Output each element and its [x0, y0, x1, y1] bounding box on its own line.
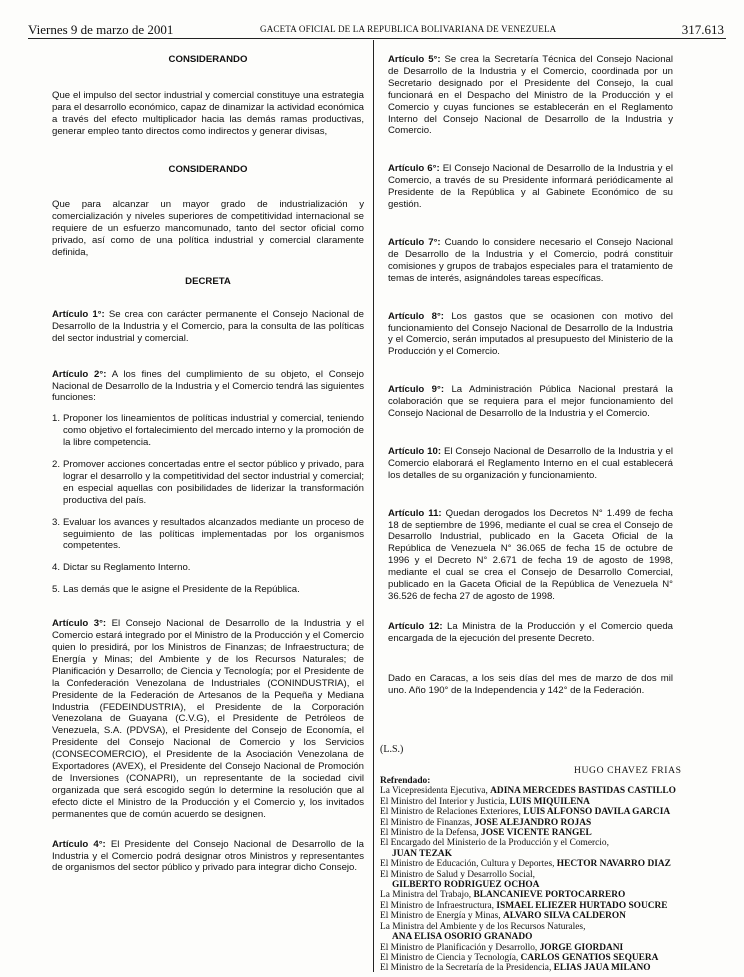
article-10-text: El Consejo Nacional de Desarrollo de la Industria y el Comercio elaborará el Reglamento Interno en el cual establecerá los detalles de su organización y funcionamiento. — [388, 445, 673, 481]
function-item — [52, 459, 364, 507]
minister-line — [380, 953, 676, 963]
minister-role: El Ministro de Energía y Minas, — [380, 911, 503, 922]
minister-role: El Ministro de la Defensa, — [380, 828, 482, 839]
article-12 — [388, 621, 673, 645]
article-6 — [388, 163, 673, 211]
article-1-text: Se crea con carácter permanente el Consejo Nacional de Desarrollo de la Industria y el Comercio, para la consulta de las políticas del sector industrial y comercial. — [52, 308, 364, 344]
header-date: Viernes 9 de marzo de 2001 — [28, 22, 174, 37]
minister-name: HECTOR NAVARRO DIAZ — [556, 859, 671, 870]
minister-line — [380, 880, 676, 890]
minister-role: El Ministro de Planificación y Desarrollo, — [380, 942, 540, 953]
article-11-label: Artículo 11: — [388, 507, 442, 519]
minister-role: El Ministro del Interior y Justicia, — [380, 796, 510, 807]
function-text: Evaluar los avances y resultados alcanzados mediante un proceso de seguimiento de las políticas implementadas por los organismos competentes. — [63, 516, 364, 552]
function-number: 5. — [52, 584, 61, 596]
article-4 — [52, 839, 364, 875]
article-10 — [388, 446, 673, 482]
minister-line — [380, 786, 676, 796]
minister-line — [380, 901, 676, 911]
refrendado-label: Refrendado: — [380, 776, 431, 786]
minister-line — [380, 932, 676, 942]
minister-line — [380, 943, 676, 953]
article-1-label: Artículo 1°: — [52, 308, 105, 320]
minister-name: JOSE VICENTE RANGEL — [481, 828, 592, 839]
article-2 — [52, 369, 364, 405]
article-5-label: Artículo 5°: — [388, 54, 441, 65]
function-text: Promover acciones concertadas entre el sector público y privado, para lograr el desarrollo y la competitividad del sector industrial y comercial; en especial aquellas con posibilidades de liderizar la transformación productiva del país. — [63, 459, 364, 506]
minister-line — [380, 818, 676, 828]
header-page-number: 317.613 — [681, 22, 724, 37]
minister-role: El Ministro de Relaciones Exteriores, — [380, 807, 524, 818]
left-column — [52, 54, 364, 874]
signer-name: HUGO CHAVEZ FRIAS — [574, 765, 682, 776]
decreta-heading: DECRETA — [185, 275, 231, 287]
minister-name: LUIS MIQUILENA — [509, 796, 590, 807]
minister-role: El Ministro de Infraestructura, — [380, 900, 497, 911]
function-number: 2. — [52, 459, 61, 471]
considerando-heading-1: CONSIDERANDO — [168, 54, 248, 65]
article-4-label: Artículo 4°: — [52, 838, 106, 850]
header-title: GACETA OFICIAL DE LA REPUBLICA BOLIVARIANA DE VENEZUELA — [260, 24, 557, 34]
function-item — [52, 562, 364, 574]
minister-line — [380, 849, 676, 859]
minister-line — [380, 828, 676, 838]
article-6-text: El Consejo Nacional de Desarrollo de la Industria y el Comercio, a través de su Presidente informará periódicamente al Presidente de la República y al Gabinete Económico de su gestión. — [388, 163, 673, 211]
article-4-text: El Presidente del Consejo Nacional de Desarrollo de la Industria y el Comercio podrá designar otros Ministros y representantes de organismos del sector público y privado para integrar dicho Consejo. — [52, 838, 365, 874]
article-3-label: Artículo 3°: — [52, 618, 107, 630]
function-item — [52, 413, 364, 449]
minister-role: El Ministro de la Secretaría de la Presidencia, — [380, 963, 554, 974]
article-3-text: El Consejo Nacional de Desarrollo de la Industria y el Comercio estará integrado por el Ministro de la Producción y el Comercio quien lo presidirá, por los Ministros de Finanzas; de Infraestructura; de Energía y Minas; del Ambiente y de los Recursos Naturales; de Planificación y Desarrollo; de Ciencia y Tecnología; por el Presidente de la Confederación Venezolana de Industriales (CONINDUSTRIA), el Presidente de la Federación de Artesanos de la Pequeña y Mediana Industria (FEDEINDUSTRIA), el Presidente de la Corporación Venezolana de Guayana (C.V.G), el Presidente de Petróleos de Venezuela, S.A. (PDVSA), el Presidente del Consejo de Economía, el Presidente del Consejo Nacional de Comercio y los Servicios (CONSECOMERCIO), el Presidente de la Asociación Venezolana de Exportadores (AVEX), el Presidente del Consejo Nacional de Promoción de Inversiones (CONAPRI), un representante de la sociedad civil organizada que será escogido según lo determine la resolución que al efecto dicte el Ministro de la Producción y el Comercio y, los invitados permanentes que de común acuerdo se designen. — [52, 618, 364, 820]
minister-name: JUAN TEZAK — [392, 848, 452, 859]
article-8-text: Los gastos que se ocasionen con motivo del funcionamiento del Consejo Nacional de Desarrollo de la Industria y el Comercio, serán imputados al presupuesto del Ministerio de la Producción y el Comercio. — [388, 310, 674, 358]
minister-name: GILBERTO RODRIGUEZ OCHOA — [392, 880, 540, 891]
page-header — [28, 22, 726, 39]
minister-name: LUIS ALFONSO DAVILA GARCIA — [523, 807, 671, 818]
article-11 — [388, 508, 673, 603]
function-text: Proponer los lineamientos de políticas industrial y comercial, teniendo como objetivo el fortalecimiento del mercado interno y la promoción de la libre competencia. — [63, 413, 364, 449]
minister-role: El Ministro de Finanzas, — [380, 817, 475, 828]
column-divider — [373, 40, 374, 972]
functions-list — [52, 413, 364, 596]
minister-name: ADINA MERCEDES BASTIDAS CASTILLO — [490, 786, 676, 797]
function-text: Dictar su Reglamento Interno. — [63, 562, 191, 574]
dado-en-caracas: Dado en Caracas, a los seis días del mes de marzo de dos mil uno. Año 190° de la Independencia y 142° de la Federación. — [388, 672, 673, 696]
article-9-label: Artículo 9°: — [388, 384, 445, 396]
ls-seal-mark: (L.S.) — [380, 744, 404, 755]
article-7-text: Cuando lo considere necesario el Consejo Nacional de Desarrollo de la Industria y el Comercio, podrá constituir comisiones y grupos de trabajos especiales para el tratamiento de temas de interés, asignándoles tareas específicas. — [388, 236, 673, 284]
minister-name: CARLOS GENATIOS SEQUERA — [520, 952, 659, 963]
minister-name: ISMAEL ELIEZER HURTADO SOUCRE — [496, 900, 668, 911]
minister-role: La Vicepresidenta Ejecutiva, — [380, 786, 491, 797]
considerando-text-1: Que el impulso del sector industrial y comercial constituye una estrategia para el desarrollo económico, capaz de dinamizar la actividad económica a través del efecto multiplicador hacia las demás ramas productivas, generar empleo tanto directos como indirectos y generar divisas, — [52, 89, 364, 137]
function-number: 4. — [52, 562, 61, 574]
function-text: Las demás que le asigne el Presidente de la República. — [63, 584, 300, 596]
minister-role: El Ministro de Ciencia y Tecnología, — [380, 952, 521, 963]
function-item — [52, 517, 364, 553]
article-9 — [388, 384, 673, 420]
minister-name: BLANCANIEVE PORTOCARRERO — [473, 890, 626, 901]
article-8 — [388, 311, 673, 359]
minister-name: JORGE GIORDANI — [539, 942, 624, 953]
minister-role: El Ministro de Educación, Cultura y Deportes, — [380, 859, 557, 870]
article-7-label: Artículo 7°: — [388, 236, 441, 248]
article-6-label: Artículo 6°: — [388, 163, 440, 175]
article-10-label: Artículo 10: — [388, 445, 442, 457]
function-item — [52, 584, 364, 596]
minister-name: JOSE ALEJANDRO ROJAS — [474, 817, 592, 828]
minister-line — [380, 807, 676, 817]
minister-name: ALVARO SILVA CALDERON — [503, 911, 626, 922]
refrendado-block — [380, 776, 676, 974]
right-column — [388, 54, 673, 697]
article-12-label: Artículo 12: — [388, 620, 443, 632]
minister-name: ELIAS JAUA MILANO — [553, 963, 651, 974]
minister-role: La Ministra del Trabajo, — [380, 890, 474, 901]
minister-line — [380, 922, 676, 932]
minister-line — [380, 963, 676, 973]
minister-line — [380, 838, 676, 848]
minister-role: El Ministro de Salud y Desarrollo Social, — [380, 869, 535, 880]
article-2-text: A los fines del cumplimiento de su objeto, el Consejo Nacional de Desarrollo de la Industria y el Comercio tendrá las siguientes funciones: — [52, 368, 364, 404]
minister-line — [380, 890, 676, 900]
minister-line — [380, 797, 676, 807]
article-5-text: Se crea la Secretaría Técnica del Consejo Nacional de Desarrollo de la Industria y el Comercio, coordinada por un Secretario designado por el Presidente del Consejo, la cual funcionará en el Despacho del Ministro de la Producción y el Comercio y cuyas funciones se establecerán en el Reglamento Interno del Consejo Nacional de Desarrollo de la Industria y Comercio. — [388, 54, 673, 137]
minister-line — [380, 859, 676, 869]
considerando-text-2: Que para alcanzar un mayor grado de industrialización y comercialización y niveles superiores de competitividad internacional se requiere de un esfuerzo mancomunado, tanto del sector oficial como privado, así como de una política industrial y comercial claramente definida, — [52, 199, 364, 259]
article-8-label: Artículo 8°: — [388, 310, 444, 322]
article-11-text: Quedan derogados los Decretos N° 1.499 de fecha 18 de septiembre de 1996, mediante el cual se crea el Consejo de Desarrollo Industrial, publicado en la Gaceta Oficial de la República de Venezuela N° 36.065 de fecha 15 de octubre de 1996 y el Decreto N° 2.671 de fecha 19 de agosto de 1998, mediante el cual se crea el Consejo de Desarrollo Comercial, publicado en la Gaceta Oficial de la República de Venezuela N° 36.526 de fecha 27 de agosto de 1998. — [388, 507, 673, 602]
minister-line — [380, 870, 676, 880]
function-number: 3. — [52, 516, 61, 528]
article-9-text: La Administración Pública Nacional prestará la colaboración que se requiera para el mejor funcionamiento del Consejo Nacional de Desarrollo de la Industria y el Comercio. — [388, 384, 673, 420]
article-3 — [52, 618, 364, 820]
article-2-label: Artículo 2°: — [52, 368, 107, 380]
minister-role: El Encargado del Ministerio de la Producción y el Comercio, — [380, 838, 609, 849]
considerando-heading-2: CONSIDERANDO — [168, 163, 248, 175]
minister-line — [380, 911, 676, 921]
article-7 — [388, 237, 673, 285]
article-5 — [388, 54, 673, 137]
article-12-text: La Ministra de la Producción y el Comercio queda encargada de la ejecución del presente Decreto. — [388, 620, 673, 644]
function-number: 1. — [52, 413, 61, 425]
minister-name: ANA ELISA OSORIO GRANADO — [392, 932, 533, 943]
article-1 — [52, 309, 364, 345]
minister-role: La Ministra del Ambiente y de los Recursos Naturales, — [380, 921, 586, 932]
